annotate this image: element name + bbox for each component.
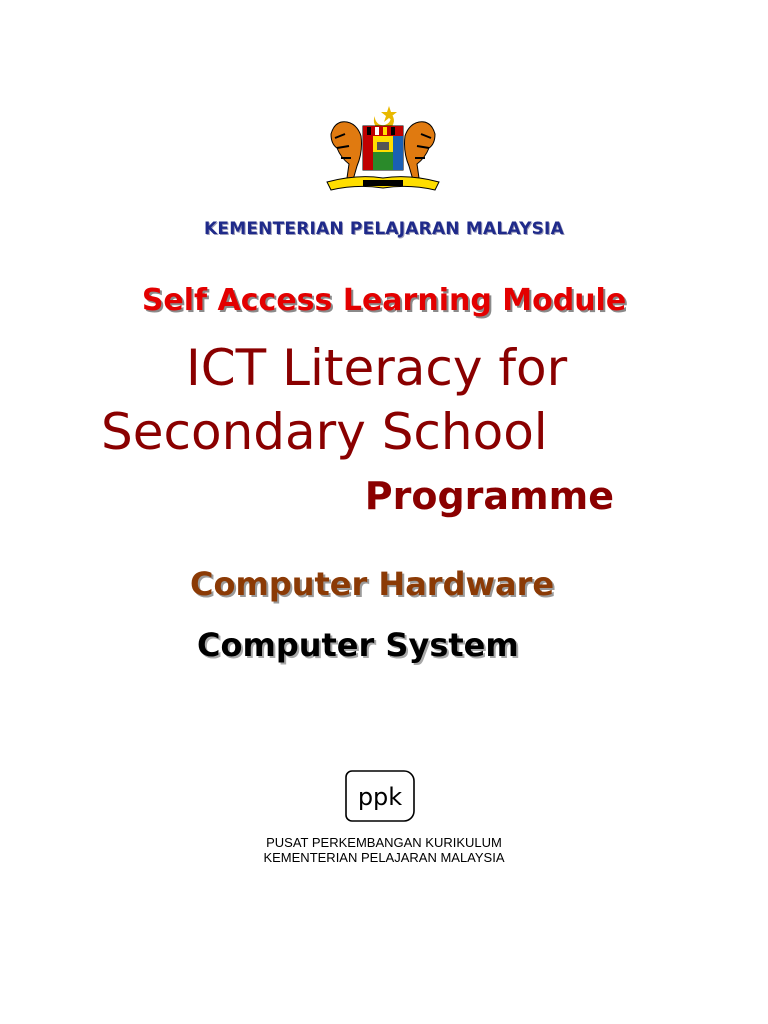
ppk-logo-icon <box>344 767 418 825</box>
topic-heading: Computer Hardware <box>190 565 555 603</box>
malaysia-coat-of-arms-icon <box>323 104 443 196</box>
programme-heading: Programme <box>364 474 614 518</box>
title-line-1: ICT Literacy for <box>186 339 568 397</box>
programme-heading-clip <box>300 468 630 540</box>
curriculum-center-name: PUSAT PERKEMBANGAN KURIKULUM <box>266 835 502 850</box>
curriculum-center-ministry: KEMENTERIAN PELAJARAN MALAYSIA <box>263 850 505 865</box>
module-label: Self Access Learning Module <box>141 283 627 318</box>
ppk-logo-text: ppk <box>357 783 403 811</box>
title-line-2: Secondary School <box>101 403 548 461</box>
subtopic-heading: Computer System <box>197 626 519 664</box>
ministry-heading: KEMENTERIAN PELAJARAN MALAYSIA <box>204 219 564 239</box>
